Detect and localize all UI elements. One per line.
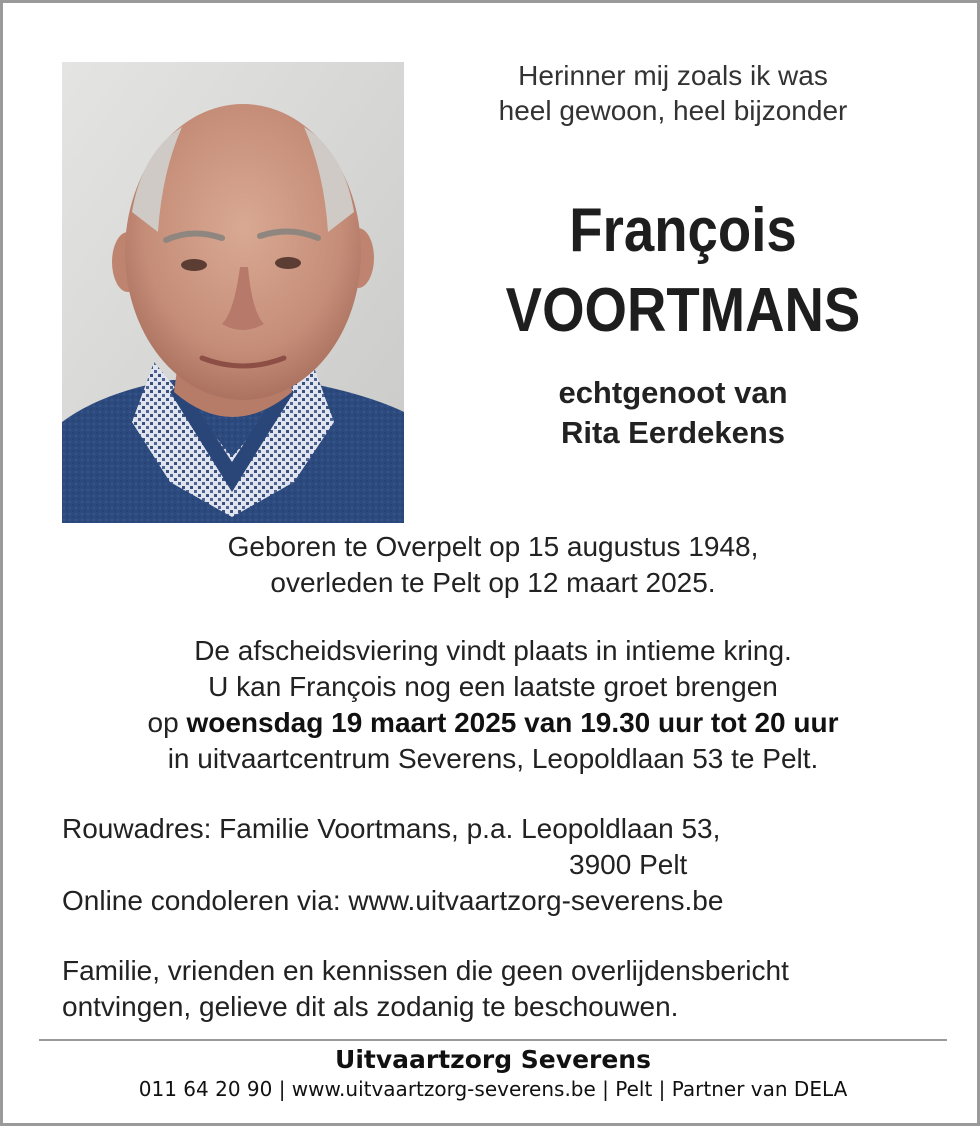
motto-line: heel gewoon, heel bijzonder: [498, 95, 848, 126]
ceremony-date-prefix: op: [147, 707, 187, 738]
ceremony-location: in uitvaartcentrum Severens, Leopoldlaan 53 te Pelt.: [167, 743, 819, 774]
ceremony-date-line: [43, 705, 943, 741]
last-name: VOORTMANS: [505, 276, 861, 345]
ceremony-text: [43, 633, 943, 777]
footer-divider: [39, 1039, 947, 1041]
family-notice: [62, 953, 942, 1025]
spouse-info: [453, 373, 893, 453]
ceremony-line: U kan François nog een laatste groet brengen: [208, 671, 778, 702]
address-line: Rouwadres: Familie Voortmans, p.a. Leopoldlaan 53,: [62, 813, 721, 844]
notice-line: ontvingen, gelieve dit als zodanig te beschouwen.: [62, 991, 679, 1022]
deceased-name: [481, 191, 886, 351]
spouse-line: echtgenoot van: [558, 375, 788, 410]
funeral-home-contact: 011 64 20 90 | www.uitvaartzorg-severens.be | Pelt | Partner van DELA: [138, 1077, 848, 1101]
birth-line: Geboren te Overpelt op 15 augustus 1948,: [227, 531, 759, 562]
death-line: overleden te Pelt op 12 maart 2025.: [270, 567, 716, 598]
notice-line: Familie, vrienden en kennissen die geen overlijdensbericht: [62, 955, 789, 986]
motto-line: Herinner mij zoals ik was: [518, 60, 828, 91]
online-condolence[interactable]: Online condoleren via: www.uitvaartzorg-severens.be: [62, 885, 724, 916]
motto: [453, 58, 893, 128]
funeral-home-name: Uitvaartzorg Severens: [335, 1045, 651, 1074]
ceremony-date: woensdag 19 maart 2025 van 19.30 uur tot 20 uur: [186, 707, 839, 738]
first-name: François: [569, 196, 797, 265]
ceremony-line: De afscheidsviering vindt plaats in intieme kring.: [194, 635, 792, 666]
mourning-address: [62, 811, 942, 919]
address-city: 3900 Pelt: [569, 849, 688, 880]
portrait-photo: [62, 62, 404, 523]
birth-death-text: [43, 529, 943, 601]
spouse-name: Rita Eerdekens: [561, 415, 785, 450]
